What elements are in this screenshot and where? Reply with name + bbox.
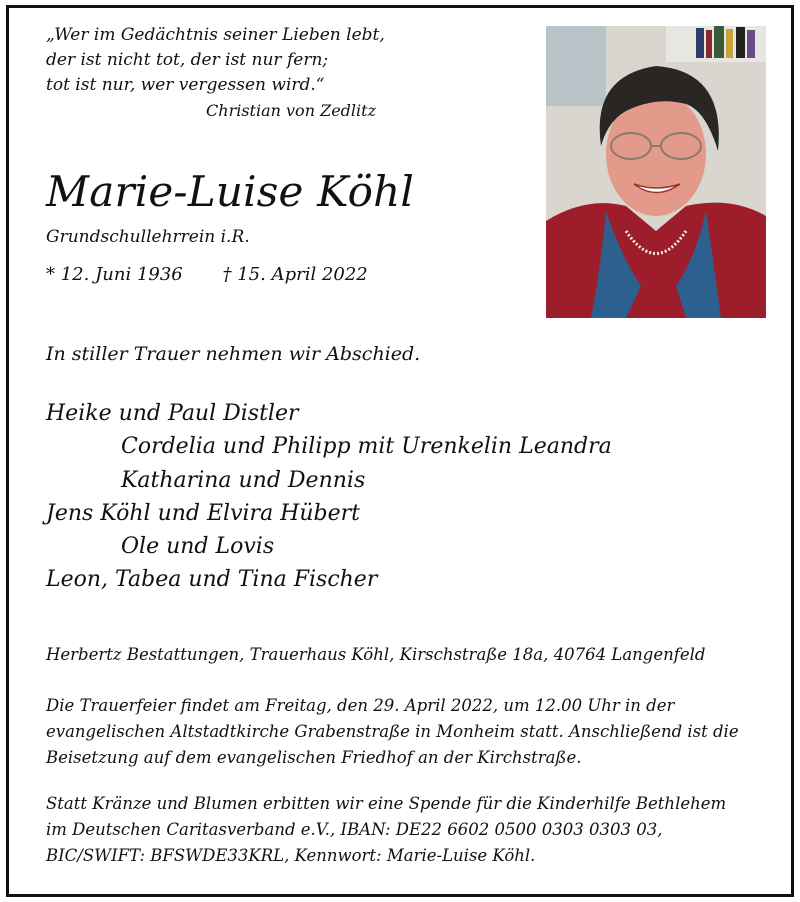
donation-line: BIC/SWIFT: BFSWDE33KRL, Kennwort: Marie-Luise Köhl.: [46, 846, 536, 865]
mourner-line: Ole und Lovis: [121, 534, 275, 560]
donation-line: im Deutschen Caritasverband e.V., IBAN: DE22 6602 0500 0303 0303 03,: [46, 820, 663, 839]
funeral-line: evangelischen Altstadtkirche Grabenstraße in Monheim statt. Anschließend ist die: [46, 722, 739, 741]
quote-line: der ist nicht tot, der ist nur fern;: [46, 50, 329, 70]
mourner-line: Heike und Paul Distler: [46, 401, 299, 426]
quote-line: tot ist nur, wer vergessen wird.“: [46, 75, 325, 95]
memorial-quote: [46, 23, 385, 123]
mourner-line: Cordelia und Philipp mit Urenkelin Leandra: [121, 434, 612, 460]
funeral-details: [46, 693, 766, 771]
mourners-list: [46, 397, 612, 597]
undertaker-info: Herbertz Bestattungen, Trauerhaus Köhl, Kirschstraße 18a, 40764 Langenfeld: [46, 645, 706, 664]
deceased-occupation: Grundschullehrrein i.R.: [46, 227, 250, 247]
mourner-line: Jens Köhl und Elvira Hübert: [46, 500, 360, 526]
portrait-photo: [546, 26, 766, 318]
mourner-line: Leon, Tabea und Tina Fischer: [46, 567, 378, 593]
birth-date: * 12. Juni 1936: [46, 264, 183, 285]
donation-line: Statt Kränze und Blumen erbitten wir eine Spende für die Kinderhilfe Bethlehem: [46, 794, 727, 813]
funeral-line: Die Trauerfeier findet am Freitag, den 29. April 2022, um 12.00 Uhr in der: [46, 696, 675, 715]
farewell-text: In stiller Trauer nehmen wir Abschied.: [46, 343, 421, 365]
death-date: † 15. April 2022: [222, 264, 368, 285]
funeral-line: Beisetzung auf dem evangelischen Friedhof an der Kirchstraße.: [46, 748, 582, 767]
mourner-line: Katharina und Dennis: [121, 467, 366, 493]
quote-line: „Wer im Gedächtnis seiner Lieben lebt,: [46, 25, 385, 45]
deceased-name: Marie-Luise Köhl: [46, 167, 414, 216]
life-dates: [46, 264, 368, 285]
donation-request: [46, 791, 766, 869]
quote-author: Christian von Zedlitz: [206, 101, 376, 120]
